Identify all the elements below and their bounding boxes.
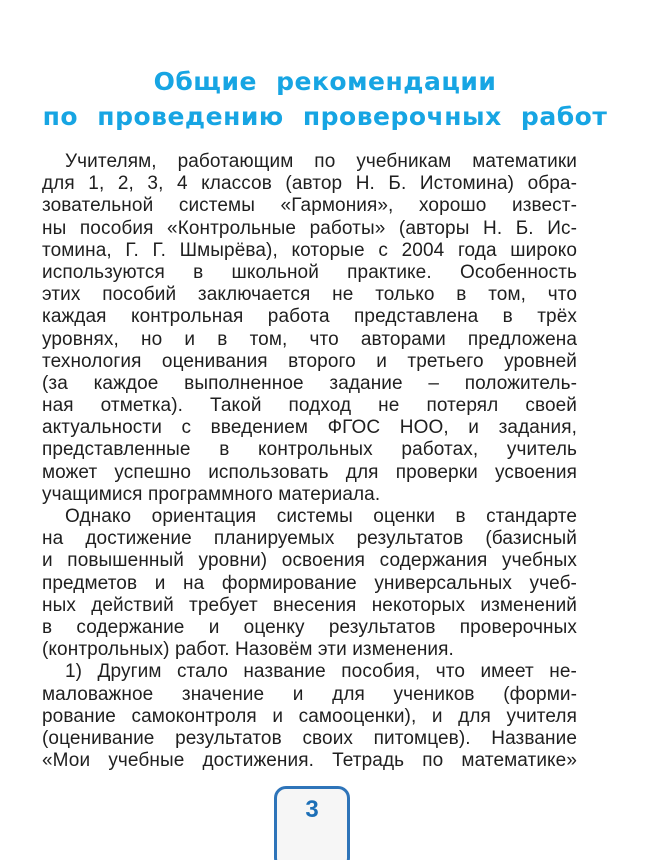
text-line: (за каждое выполненное задание – положитель- <box>42 372 577 394</box>
text-line: в содержание и оценку результатов проверочных <box>42 616 577 638</box>
text-line: технология оценивания второго и третьего уровней <box>42 350 577 372</box>
text-line: используются в школьной практике. Особенность <box>42 261 577 283</box>
text-line: рование самоконтроля и самооценки), и для учителя <box>42 705 577 727</box>
text-line: каждая контрольная работа представлена в трёх <box>42 306 577 328</box>
text-block <box>42 151 577 772</box>
text-line: и повышенный уровни) освоения содержания учебных <box>42 550 577 572</box>
text-line: «Мои учебные достижения. Тетрадь по математике» <box>42 750 577 772</box>
text-line: ны пособия «Контрольные работы» (авторы Н. Б. Ис- <box>42 217 577 239</box>
text-line: ных действий требует внесения некоторых изменений <box>42 594 577 616</box>
text-line: (контрольных) работ. Назовём эти изменения. <box>42 639 454 661</box>
text-line: 1) Другим стало название пособия, что имеет не- <box>65 661 577 683</box>
text-line: томина, Г. Г. Шмырёва), которые с 2004 года широко <box>42 239 577 261</box>
text-line: может успешно использовать для проверки усвоения <box>42 461 577 483</box>
text-line: маловажное значение и для учеников (форми- <box>42 683 577 705</box>
text-line: ная отметка). Такой подход не потерял своей <box>42 395 577 417</box>
text-line: Учителям, работающим по учебникам математики <box>65 151 577 172</box>
page-title-line-2: по проведению проверочных работ <box>42 102 608 131</box>
text-line: этих пособий заключается не только в том, что <box>42 284 577 306</box>
text-line: предметов и на формирование универсальных учеб- <box>42 572 577 594</box>
page-number-box <box>274 786 350 860</box>
paragraph <box>42 151 577 506</box>
text-line: зовательной системы «Гармония», хорошо извест- <box>42 195 577 217</box>
paragraph <box>42 506 577 661</box>
text-line: учащимися программного материала. <box>42 483 381 505</box>
page-title <box>0 64 650 134</box>
text-line: актуальности с введением ФГОС НОО, и задания, <box>42 417 577 439</box>
text-line: представленные в контрольных работах, учитель <box>42 439 577 461</box>
text-line: уровнях, но и в том, что авторами предложена <box>42 328 577 350</box>
page-number: 3 <box>305 796 319 823</box>
text-line: (оценивание результатов своих питомцев). Название <box>42 727 577 749</box>
text-line: Однако ориентация системы оценки в стандарте <box>65 506 577 527</box>
page-title-line-1: Общие рекомендации <box>153 67 497 96</box>
paragraph <box>42 661 577 772</box>
text-line: на достижение планируемых результатов (базисный <box>42 528 577 550</box>
text-line: для 1, 2, 3, 4 классов (автор Н. Б. Истомина) обра- <box>42 173 577 195</box>
